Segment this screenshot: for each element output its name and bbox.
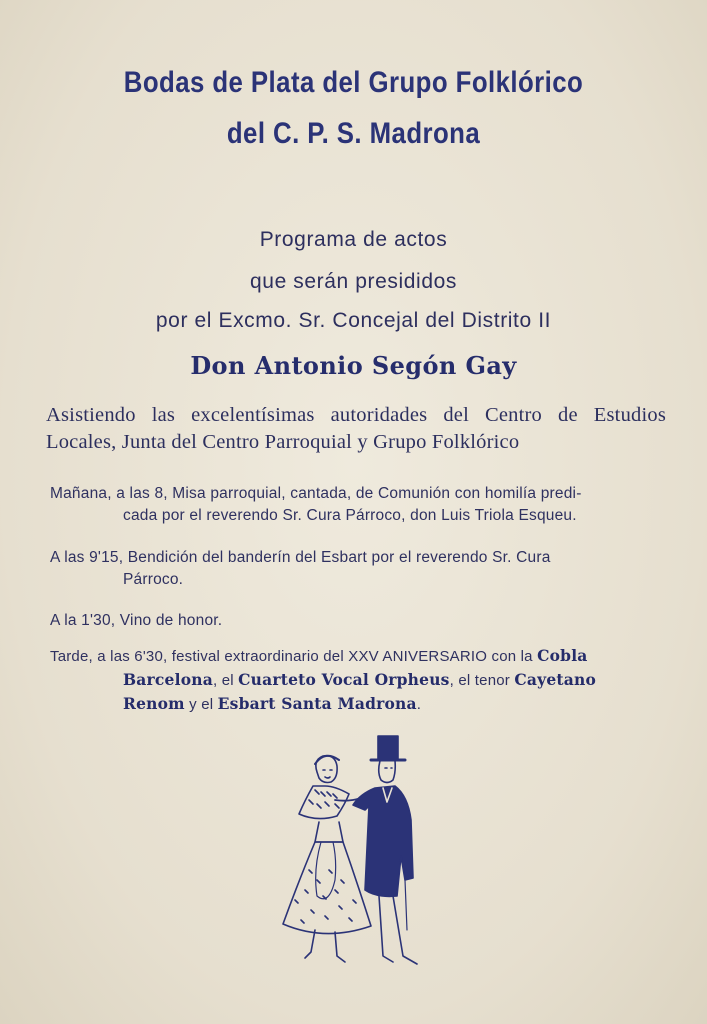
programa-line-1: Programa de actos: [259, 228, 448, 251]
act-bendicion-line-2: Párroco.: [123, 571, 184, 588]
act-festival-text-1: Tarde, a las 6'30, festival extraordinario del XXV ANIVERSARIO con la: [50, 648, 538, 665]
honoree-name: Don Antonio Segón Gay: [190, 351, 517, 380]
title-line-2: del C. P. S. Madrona: [226, 117, 481, 150]
title-line-1: Bodas de Plata del Grupo Folklórico: [123, 66, 584, 99]
performer-barcelona: Barcelona: [123, 670, 213, 689]
act-bendicion-line-1: A las 9'15, Bendición del banderín del Esbart por el reverendo Sr. Cura: [50, 549, 551, 566]
programa-line-3: por el Excmo. Sr. Concejal del Distrito II: [155, 309, 552, 332]
dancing-couple-illustration: [265, 730, 445, 980]
programa-line-2: que serán presididos: [250, 270, 457, 293]
act-misa: [50, 483, 650, 527]
performer-cobla: Cobla: [537, 646, 588, 665]
act-bendicion: [50, 547, 650, 591]
act-festival-text-4: y el: [184, 696, 218, 713]
performer-cayetano: Cayetano: [514, 670, 597, 689]
act-vino: A la 1'30, Vino de honor.: [50, 612, 223, 629]
act-misa-line-1: Mañana, a las 8, Misa parroquial, cantada, de Comunión con homilía predi-: [50, 485, 582, 502]
act-festival-text-5: .: [416, 696, 422, 713]
act-misa-line-2: cada por el reverendo Sr. Cura Párroco, don Luis Triola Esqueu.: [123, 507, 577, 524]
performer-esbart: Esbart Santa Madrona: [217, 694, 417, 713]
act-festival-text-3: , el tenor: [449, 672, 515, 689]
asistiendo-paragraph: Asistiendo las excelentísimas autoridades del Centro de Estudios Locales, Junta del Centro Parroquial y Grupo Folklórico: [46, 404, 666, 453]
performer-renom: Renom: [123, 694, 185, 713]
act-festival-text-2: , el: [212, 672, 239, 689]
performer-orpheus: Cuarteto Vocal Orpheus: [238, 670, 450, 689]
act-festival: [50, 644, 650, 716]
